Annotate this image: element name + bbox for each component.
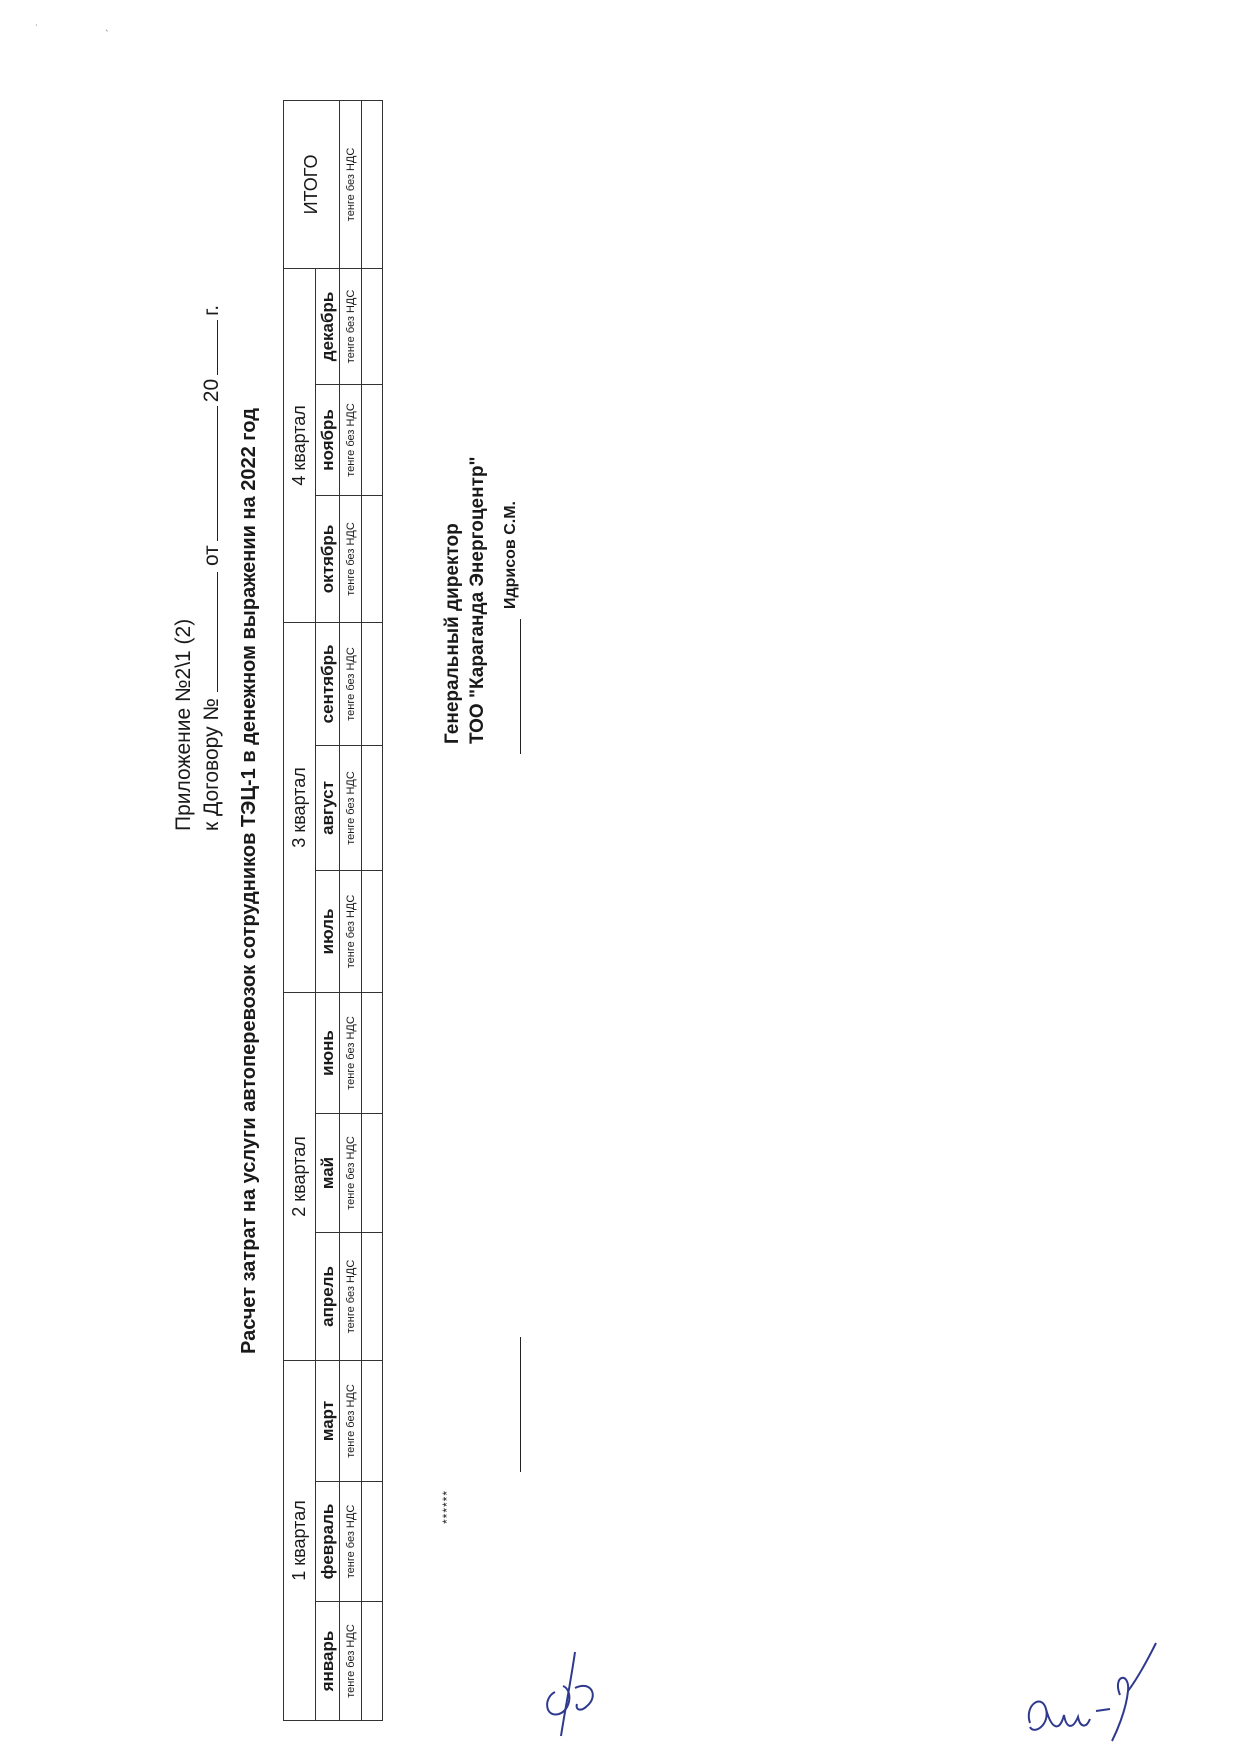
footnote-stars: ******	[440, 1489, 454, 1524]
unit-cell: тенге без НДС	[340, 268, 362, 384]
appendix-label: Приложение №2\1 (2)	[172, 618, 195, 831]
unit-cell: тенге без НДС	[340, 1113, 362, 1232]
month-header: декабрь	[316, 268, 340, 384]
value-cell	[362, 1113, 383, 1232]
total-header: ИТОГО	[284, 100, 340, 268]
value-cell	[362, 384, 383, 495]
value-cell	[362, 745, 383, 870]
value-cell	[362, 100, 383, 268]
handwritten-signature-right	[1020, 1635, 1170, 1745]
scan-dot: ˙	[35, 22, 39, 36]
contract-reference	[197, 305, 225, 831]
unit-cell: тенге без НДС	[340, 1602, 362, 1721]
quarter-header-row	[284, 100, 316, 1720]
date-blank	[197, 406, 218, 541]
quarter-header: 3 квартал	[284, 622, 316, 992]
unit-cell: тенге без НДС	[340, 100, 362, 268]
signatory-name: Идрисов С.М.	[502, 501, 519, 609]
unit-cell: тенге без НДС	[340, 495, 362, 622]
month-header: июль	[316, 870, 340, 992]
value-cell	[362, 870, 383, 992]
month-header: апрель	[316, 1232, 340, 1360]
signature-line-left	[520, 1337, 521, 1472]
unit-cell: тенге без НДС	[340, 1482, 362, 1602]
year-suffix: г.	[200, 304, 223, 316]
value-cell	[362, 622, 383, 745]
quarter-header: 2 квартал	[284, 992, 316, 1360]
signatory-position: Генеральный директор	[442, 523, 463, 744]
signatory-block	[440, 457, 490, 745]
month-header: май	[316, 1113, 340, 1232]
value-cell	[362, 1232, 383, 1360]
value-cell	[362, 268, 383, 384]
unit-cell: тенге без НДС	[340, 1232, 362, 1360]
month-header: ноябрь	[316, 384, 340, 495]
from-label: от	[200, 545, 223, 567]
unit-cell: тенге без НДС	[340, 622, 362, 745]
signatory-company: ТОО "Караганда Энергоцентр"	[467, 456, 488, 744]
unit-cell: тенге без НДС	[340, 992, 362, 1113]
month-header: июнь	[316, 992, 340, 1113]
quarter-header: 1 квартал	[284, 1360, 316, 1720]
value-cell	[362, 992, 383, 1113]
value-cell	[362, 1602, 383, 1721]
unit-cell: тенге без НДС	[340, 870, 362, 992]
month-header-row	[316, 100, 340, 1720]
contract-prefix: к Договору №	[200, 698, 223, 831]
unit-cell: тенге без НДС	[340, 1360, 362, 1481]
quarter-header: 4 квартал	[284, 268, 316, 622]
scan-dot: ˎ	[105, 18, 109, 32]
document-title: Расчет затрат на услуги автоперевозок сотрудников ТЭЦ-1 в денежном выражении на 2022 год	[238, 408, 260, 1354]
month-header: март	[316, 1360, 340, 1481]
year-prefix: 20	[200, 378, 223, 403]
unit-cell: тенге без НДС	[340, 384, 362, 495]
month-header: январь	[316, 1602, 340, 1721]
contract-number-blank	[197, 572, 218, 692]
value-cell	[362, 495, 383, 622]
month-header: август	[316, 745, 340, 870]
value-row	[362, 100, 383, 1720]
value-cell	[362, 1360, 383, 1481]
unit-cell: тенге без НДС	[340, 745, 362, 870]
value-cell	[362, 1482, 383, 1602]
unit-row	[340, 100, 362, 1720]
month-header: октябрь	[316, 495, 340, 622]
signature-line-right	[520, 619, 521, 754]
cost-table	[283, 100, 383, 1721]
handwritten-initials-left	[535, 1640, 615, 1740]
month-header: сентябрь	[316, 622, 340, 745]
month-header: февраль	[316, 1482, 340, 1602]
year-blank	[197, 320, 218, 375]
